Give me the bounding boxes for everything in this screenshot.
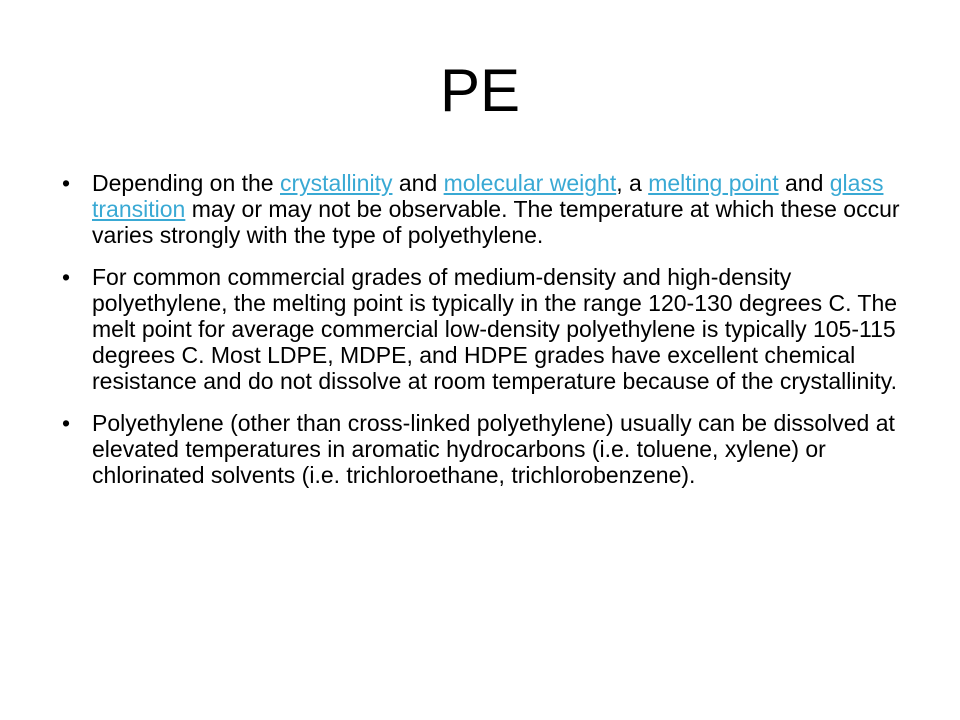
bullet-text-segment: and xyxy=(392,170,444,196)
bullet-item-melting-observability xyxy=(62,170,922,248)
link-molecular-weight[interactable]: molecular weight xyxy=(443,170,617,196)
bullet-text xyxy=(92,170,900,248)
bullet-text-segment: may or may not be observable. The temperature at which these occur varies strongly with the type of polyethylene. xyxy=(92,196,900,248)
bullet-text-segment: and xyxy=(778,170,830,196)
link-glass-transition[interactable]: glass transition xyxy=(92,170,884,222)
bullet-icon: • xyxy=(62,410,71,436)
slide-title: PE xyxy=(439,57,521,124)
bullet-icon: • xyxy=(62,170,71,196)
bullet-text-segment: , a xyxy=(616,170,649,196)
bullet-text: For common commercial grades of medium-density and high-density polyethylene, the melting point is typically in the range 120-130 degrees C. The melt point for average commercial low-density polyethylene is typically 105-115 degrees C. Most LDPE, MDPE, and HDPE grades have excellent chemical resistance and do not dissolve at room temperature because of the crystallinity. xyxy=(92,264,898,394)
bullet-item-melting-point-range xyxy=(62,264,922,394)
bullet-text: Polyethylene (other than cross-linked polyethylene) usually can be dissolved at elevated temperatures in aromatic hydrocarbons (i.e. toluene, xylene) or chlorinated solvents (i.e. trichloroethane, trichlorobenzene). xyxy=(92,410,895,488)
bullet-icon: • xyxy=(62,264,71,290)
bullet-text-segment: Depending on the xyxy=(92,170,280,196)
bullet-item-solubility xyxy=(62,410,922,488)
link-melting-point[interactable]: melting point xyxy=(648,170,779,196)
link-crystallinity[interactable]: crystallinity xyxy=(280,170,393,196)
bullet-list xyxy=(62,170,922,504)
